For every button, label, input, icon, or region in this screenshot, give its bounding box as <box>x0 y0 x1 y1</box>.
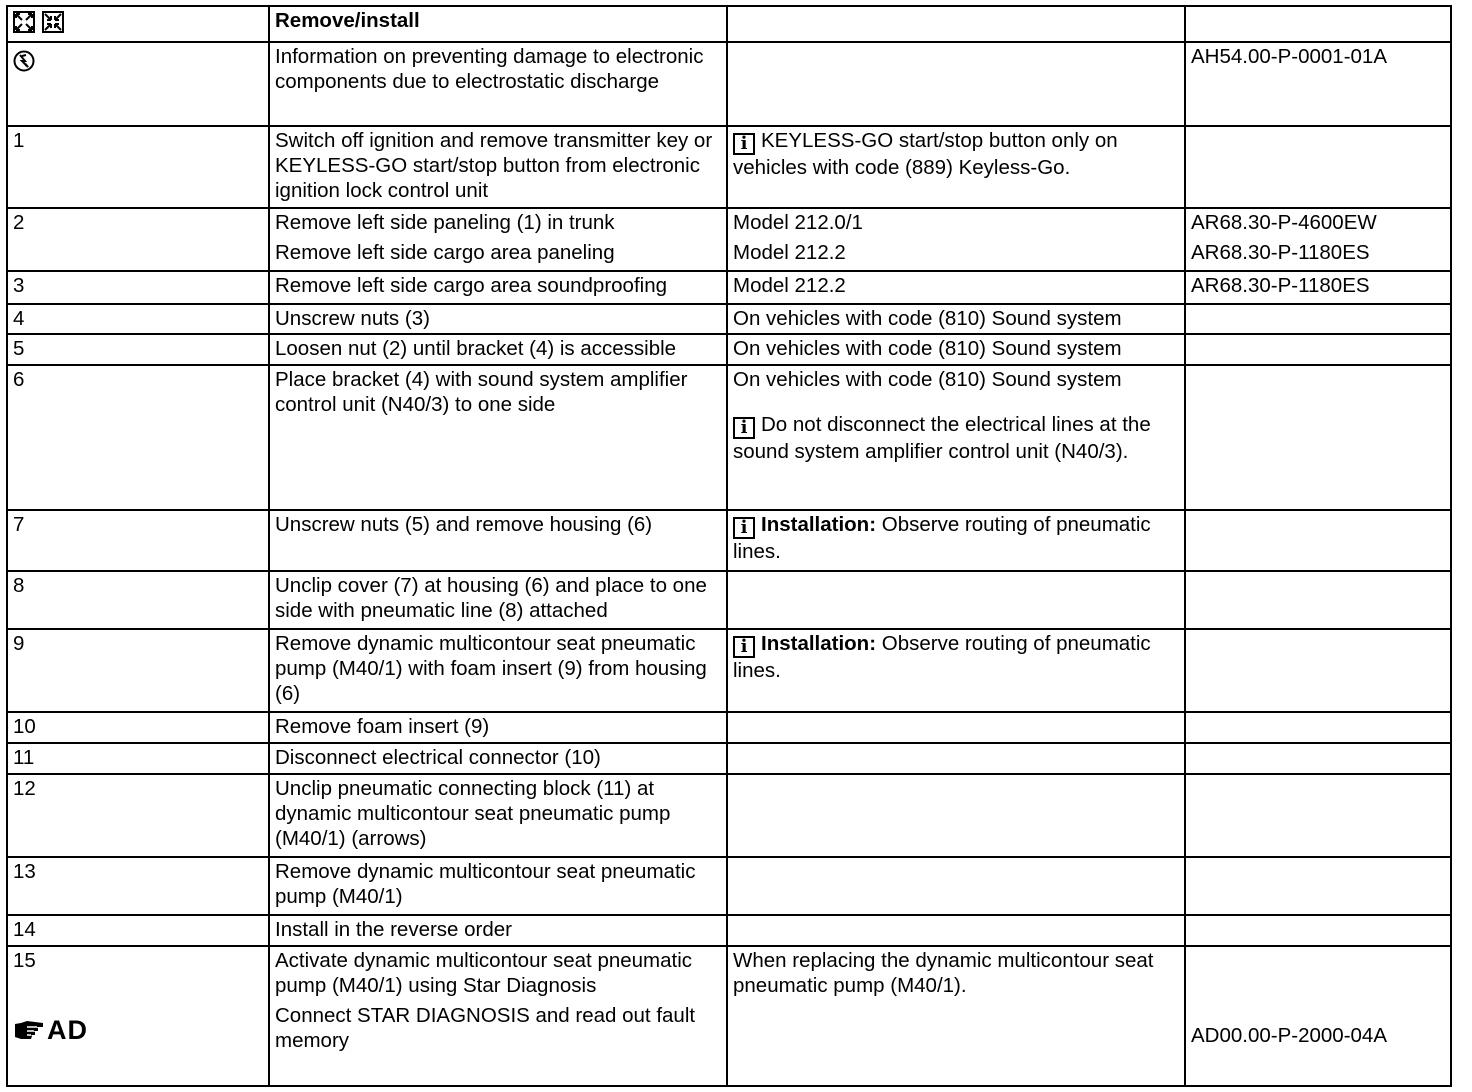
table-row <box>7 712 1451 743</box>
page-title: Remove/install <box>269 6 727 42</box>
collapse-all-icon[interactable] <box>42 11 64 33</box>
info-icon: i <box>733 517 755 539</box>
step-reference-alt[interactable]: AR68.30-P-1180ES <box>1191 241 1370 264</box>
step-action: Place bracket (4) with sound system amplifier control unit (N40/3) to one side <box>269 365 727 510</box>
step-note: Model 212.2 <box>727 271 1185 304</box>
step-note <box>727 915 1185 946</box>
step-number: 5 <box>7 334 269 365</box>
step-note <box>727 42 1185 126</box>
step-note <box>727 571 1185 629</box>
step-reference <box>1185 629 1451 712</box>
table-row <box>7 857 1451 915</box>
table-row <box>7 42 1451 126</box>
step-reference <box>1185 304 1451 334</box>
step-note-emphasis: Installation: <box>761 513 877 536</box>
step-number: 8 <box>7 571 269 629</box>
step-reference <box>1185 743 1451 774</box>
step-note-emphasis: Installation: <box>761 632 877 655</box>
header-empty-cell <box>1185 6 1451 42</box>
step-note <box>727 857 1185 915</box>
step-action: Loosen nut (2) until bracket (4) is accessible <box>269 334 727 365</box>
step-note: Model 212.0/1 <box>733 211 863 234</box>
step-reference-cell <box>1185 946 1451 1086</box>
step-number: 12 <box>7 774 269 857</box>
step-note: On vehicles with code (810) Sound system <box>727 334 1185 365</box>
header-empty-cell <box>727 6 1185 42</box>
step-note <box>727 712 1185 743</box>
step-action: Remove left side cargo area soundproofing <box>269 271 727 304</box>
step-note: On vehicles with code (810) Sound system <box>727 304 1185 334</box>
step-number-cell <box>7 946 269 1086</box>
step-reference-alt[interactable]: AD00.00-P-2000-04A <box>1191 1024 1388 1047</box>
step-note: Observe routing of pneumatic lines. <box>733 632 1151 682</box>
step-action: Remove dynamic multicontour seat pneumatic pump (M40/1) <box>269 857 727 915</box>
diagnosis-marker <box>13 1015 263 1046</box>
step-reference <box>1185 857 1451 915</box>
step-note-cell <box>727 629 1185 712</box>
step-reference <box>1185 365 1451 510</box>
step-number: 7 <box>7 510 269 571</box>
info-icon: i <box>733 417 755 439</box>
table-row <box>7 774 1451 857</box>
header-icons-cell <box>7 6 269 42</box>
step-action-cell <box>269 208 727 271</box>
info-icon: i <box>733 133 755 155</box>
step-reference <box>1185 774 1451 857</box>
step-action: Unclip pneumatic connecting block (11) at dynamic multicontour seat pneumatic pump (M40/1) (arrows) <box>269 774 727 857</box>
step-action: Disconnect electrical connector (10) <box>269 743 727 774</box>
step-reference <box>1185 126 1451 208</box>
step-reference <box>1185 334 1451 365</box>
expand-all-icon[interactable] <box>13 11 35 33</box>
step-note-cell <box>727 126 1185 208</box>
step-reference[interactable]: AH54.00-P-0001-01A <box>1185 42 1451 126</box>
step-note <box>727 743 1185 774</box>
table-row <box>7 510 1451 571</box>
step-note-cell <box>727 510 1185 571</box>
step-number: 15 <box>13 949 36 972</box>
step-action-alt: Remove left side cargo area paneling <box>275 241 615 264</box>
step-action-alt: Connect STAR DIAGNOSIS and read out fault memory <box>275 1004 696 1052</box>
step-number: 11 <box>7 743 269 774</box>
pointing-hand-icon <box>13 1019 47 1043</box>
step-reference <box>1185 571 1451 629</box>
step-action: Activate dynamic multicontour seat pneumatic pump (M40/1) using Star Diagnosis <box>275 949 693 997</box>
step-number: 14 <box>7 915 269 946</box>
diagnosis-label: AD <box>47 1015 88 1046</box>
table-row <box>7 743 1451 774</box>
table-row <box>7 571 1451 629</box>
table-row <box>7 271 1451 304</box>
step-number: 1 <box>7 126 269 208</box>
table-row <box>7 126 1451 208</box>
step-action: Remove foam insert (9) <box>269 712 727 743</box>
table-row <box>7 365 1451 510</box>
table-row <box>7 334 1451 365</box>
step-action: Install in the reverse order <box>269 915 727 946</box>
procedure-table <box>6 5 1452 1087</box>
step-number: 6 <box>7 365 269 510</box>
step-note-cell <box>727 208 1185 271</box>
table-row <box>7 208 1451 271</box>
step-note-alt-wrap <box>733 412 1179 464</box>
table-row <box>7 946 1451 1086</box>
step-action: Remove dynamic multicontour seat pneumatic pump (M40/1) with foam insert (9) from housing (6) <box>269 629 727 712</box>
step-action: Information on preventing damage to electronic components due to electrostatic discharge <box>269 42 727 126</box>
step-number: 2 <box>7 208 269 271</box>
step-number: 13 <box>7 857 269 915</box>
step-note: When replacing the dynamic multicontour seat pneumatic pump (M40/1). <box>727 946 1185 1086</box>
esd-warning-icon <box>13 50 35 72</box>
step-note-alt: Do not disconnect the electrical lines at the sound system amplifier control unit (N40/3). <box>733 413 1151 463</box>
step-number: 9 <box>7 629 269 712</box>
step-action: Unclip cover (7) at housing (6) and place to one side with pneumatic line (8) attached <box>269 571 727 629</box>
step-reference[interactable]: AR68.30-P-4600EW <box>1191 211 1377 234</box>
step-action: Switch off ignition and remove transmitter key or KEYLESS-GO start/stop button from electronic ignition lock control unit <box>269 126 727 208</box>
step-note <box>727 774 1185 857</box>
step-number: 10 <box>7 712 269 743</box>
table-row <box>7 629 1451 712</box>
step-reference-cell <box>1185 208 1451 271</box>
step-number: 3 <box>7 271 269 304</box>
step-action-cell <box>269 946 727 1086</box>
step-reference <box>1185 510 1451 571</box>
step-note: On vehicles with code (810) Sound system <box>733 368 1122 391</box>
table-row <box>7 915 1451 946</box>
step-reference[interactable]: AR68.30-P-1180ES <box>1185 271 1451 304</box>
step-action: Remove left side paneling (1) in trunk <box>275 211 615 234</box>
table-row <box>7 304 1451 334</box>
step-reference <box>1191 948 1445 1023</box>
step-action: Unscrew nuts (3) <box>269 304 727 334</box>
step-number: 4 <box>7 304 269 334</box>
step-number-cell <box>7 42 269 126</box>
step-reference <box>1185 712 1451 743</box>
step-note: KEYLESS-GO start/stop button only on vehicles with code (889) Keyless-Go. <box>733 129 1118 179</box>
step-action: Unscrew nuts (5) and remove housing (6) <box>269 510 727 571</box>
info-icon: i <box>733 636 755 658</box>
table-header-row <box>7 6 1451 42</box>
step-note: Observe routing of pneumatic lines. <box>733 513 1151 563</box>
step-note-alt: Model 212.2 <box>733 241 846 264</box>
step-reference <box>1185 915 1451 946</box>
step-note-cell <box>727 365 1185 510</box>
